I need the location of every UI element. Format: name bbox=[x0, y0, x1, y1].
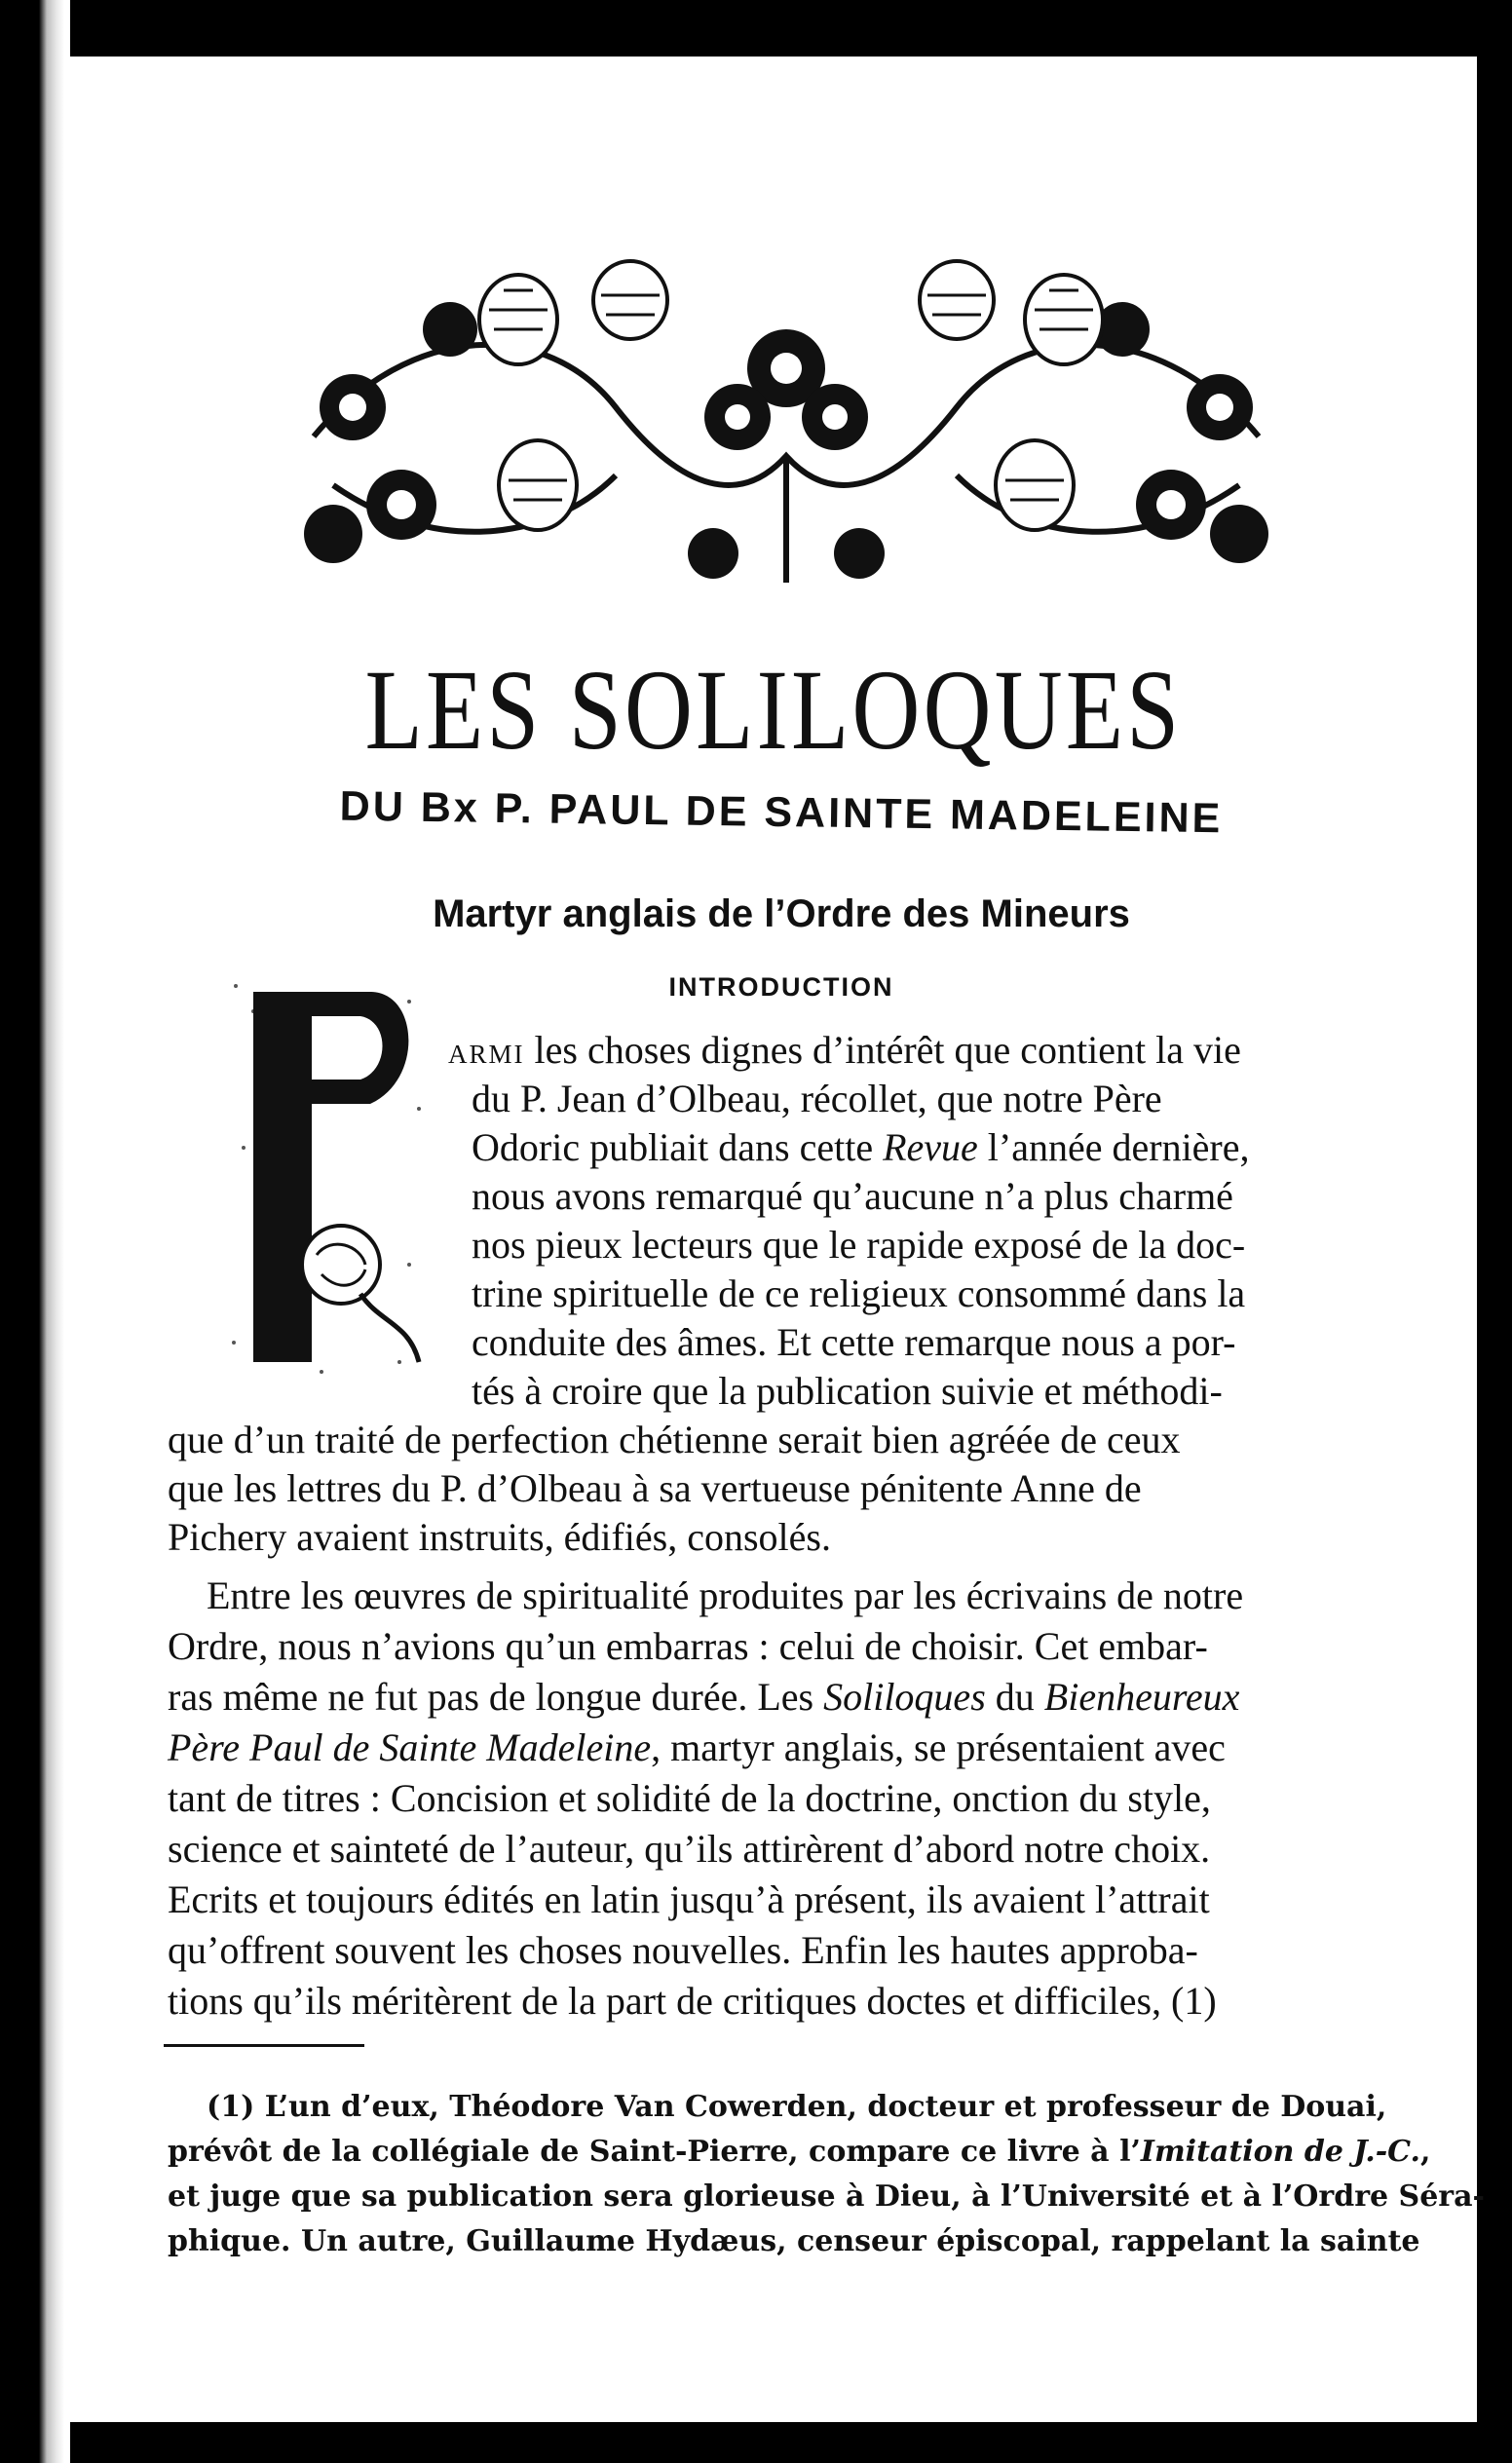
book-page bbox=[29, 57, 1485, 2422]
body-line-6: trine spirituelle de ce religieux consommé dans la bbox=[472, 1271, 1246, 1315]
body-text: les choses dignes d’intérêt que contient la vie bbox=[524, 1028, 1241, 1072]
body-line-17: science et sainteté de l’auteur, qu’ils attirèrent d’abord notre choix. bbox=[168, 1827, 1211, 1871]
body-text: l’année dernière, bbox=[977, 1125, 1250, 1169]
subtitle-secondary: Martyr anglais de l’Ordre des Mineurs bbox=[433, 892, 1130, 935]
footnote-line-1: (1) L’un d’eux, Théodore Van Cowerden, docteur et professeur de Douai, bbox=[207, 2090, 1387, 2124]
body-line-10: que les lettres du P. d’Olbeau à sa vertueuse pénitente Anne de bbox=[168, 1466, 1142, 1510]
body-line-8: tés à croire que la publication suivie et méthodi- bbox=[472, 1369, 1223, 1413]
footnote-line-2 bbox=[168, 2135, 1431, 2169]
body-text: Odoric publiait dans cette bbox=[472, 1125, 874, 1169]
floral-ornament bbox=[294, 261, 1278, 612]
body-line-1 bbox=[448, 1028, 1241, 1072]
italic-imitation: Imitation de J.-C. bbox=[1140, 2135, 1420, 2169]
body-line-20: tions qu’ils méritèrent de la part de critiques doctes et difficiles, (1) bbox=[168, 1979, 1217, 2023]
body-line-18: Ecrits et toujours édités en latin jusqu’à présent, ils avaient l’attrait bbox=[168, 1877, 1210, 1921]
italic-soliloques: Soliloques bbox=[823, 1675, 986, 1719]
body-text: ras même ne fut pas de longue durée. Les bbox=[168, 1675, 814, 1719]
body-line-15 bbox=[168, 1725, 1226, 1769]
body-line-16: tant de titres : Concision et solidité de la doctrine, onction du style, bbox=[168, 1776, 1211, 1820]
body-line-13: Ordre, nous n’avions qu’un embarras : celui de choisir. Cet embar- bbox=[168, 1624, 1208, 1668]
italic-author-name: Père Paul de Sainte Madeleine bbox=[168, 1725, 652, 1769]
footnote-line-3: et juge que sa publication sera glorieuse à Dieu, à l’Université et à l’Ordre Séra- bbox=[168, 2179, 1485, 2214]
drop-cap-letter: P bbox=[29, 770, 35, 780]
footnote-text: prévôt de la collégiale de Saint-Pierre, compare ce livre à l’ bbox=[168, 2135, 1141, 2169]
body-line-12: Entre les œuvres de spiritualité produites par les écrivains de notre bbox=[207, 1573, 1244, 1617]
body-line-3 bbox=[472, 1125, 1250, 1169]
body-line-5: nos pieux lecteurs que le rapide exposé de la doc- bbox=[472, 1223, 1246, 1267]
section-heading: INTRODUCTION bbox=[668, 972, 894, 1002]
footnote-line-4: phique. Un autre, Guillaume Hydæus, censeur épiscopal, rappelant la sainte bbox=[168, 2224, 1420, 2258]
body-line-14 bbox=[168, 1675, 1240, 1719]
page-title: LES SOLILOQUES bbox=[364, 646, 1183, 774]
first-word-small-caps: ARMI bbox=[448, 1040, 525, 1069]
body-line-2: du P. Jean d’Olbeau, récollet, que notre Père bbox=[472, 1077, 1162, 1120]
body-text: , martyr anglais, se présentaient avec bbox=[651, 1725, 1226, 1769]
page-gutter bbox=[0, 0, 70, 2463]
italic-bienheureux: Bienheureux bbox=[1043, 1675, 1240, 1719]
footnote-rule bbox=[164, 2044, 364, 2047]
drop-cap-ornament bbox=[29, 770, 431, 1393]
body-line-9: que d’un traité de perfection chétienne serait bien agréée de ceux bbox=[168, 1418, 1181, 1461]
body-line-7: conduite des âmes. Et cette remarque nous a por- bbox=[472, 1320, 1236, 1364]
italic-revue: Revue bbox=[883, 1125, 978, 1169]
footnote-text: , bbox=[1419, 2135, 1431, 2169]
subtitle: DU Bx P. PAUL DE SAINTE MADELEINE bbox=[339, 782, 1224, 843]
body-line-19: qu’offrent souvent les choses nouvelles. Enfin les hautes approba- bbox=[168, 1928, 1198, 1972]
body-line-4: nous avons remarqué qu’aucune n’a plus charmé bbox=[472, 1174, 1233, 1218]
body-text: du bbox=[985, 1675, 1035, 1719]
body-line-11: Pichery avaient instruits, édifiés, consolés. bbox=[168, 1515, 831, 1559]
